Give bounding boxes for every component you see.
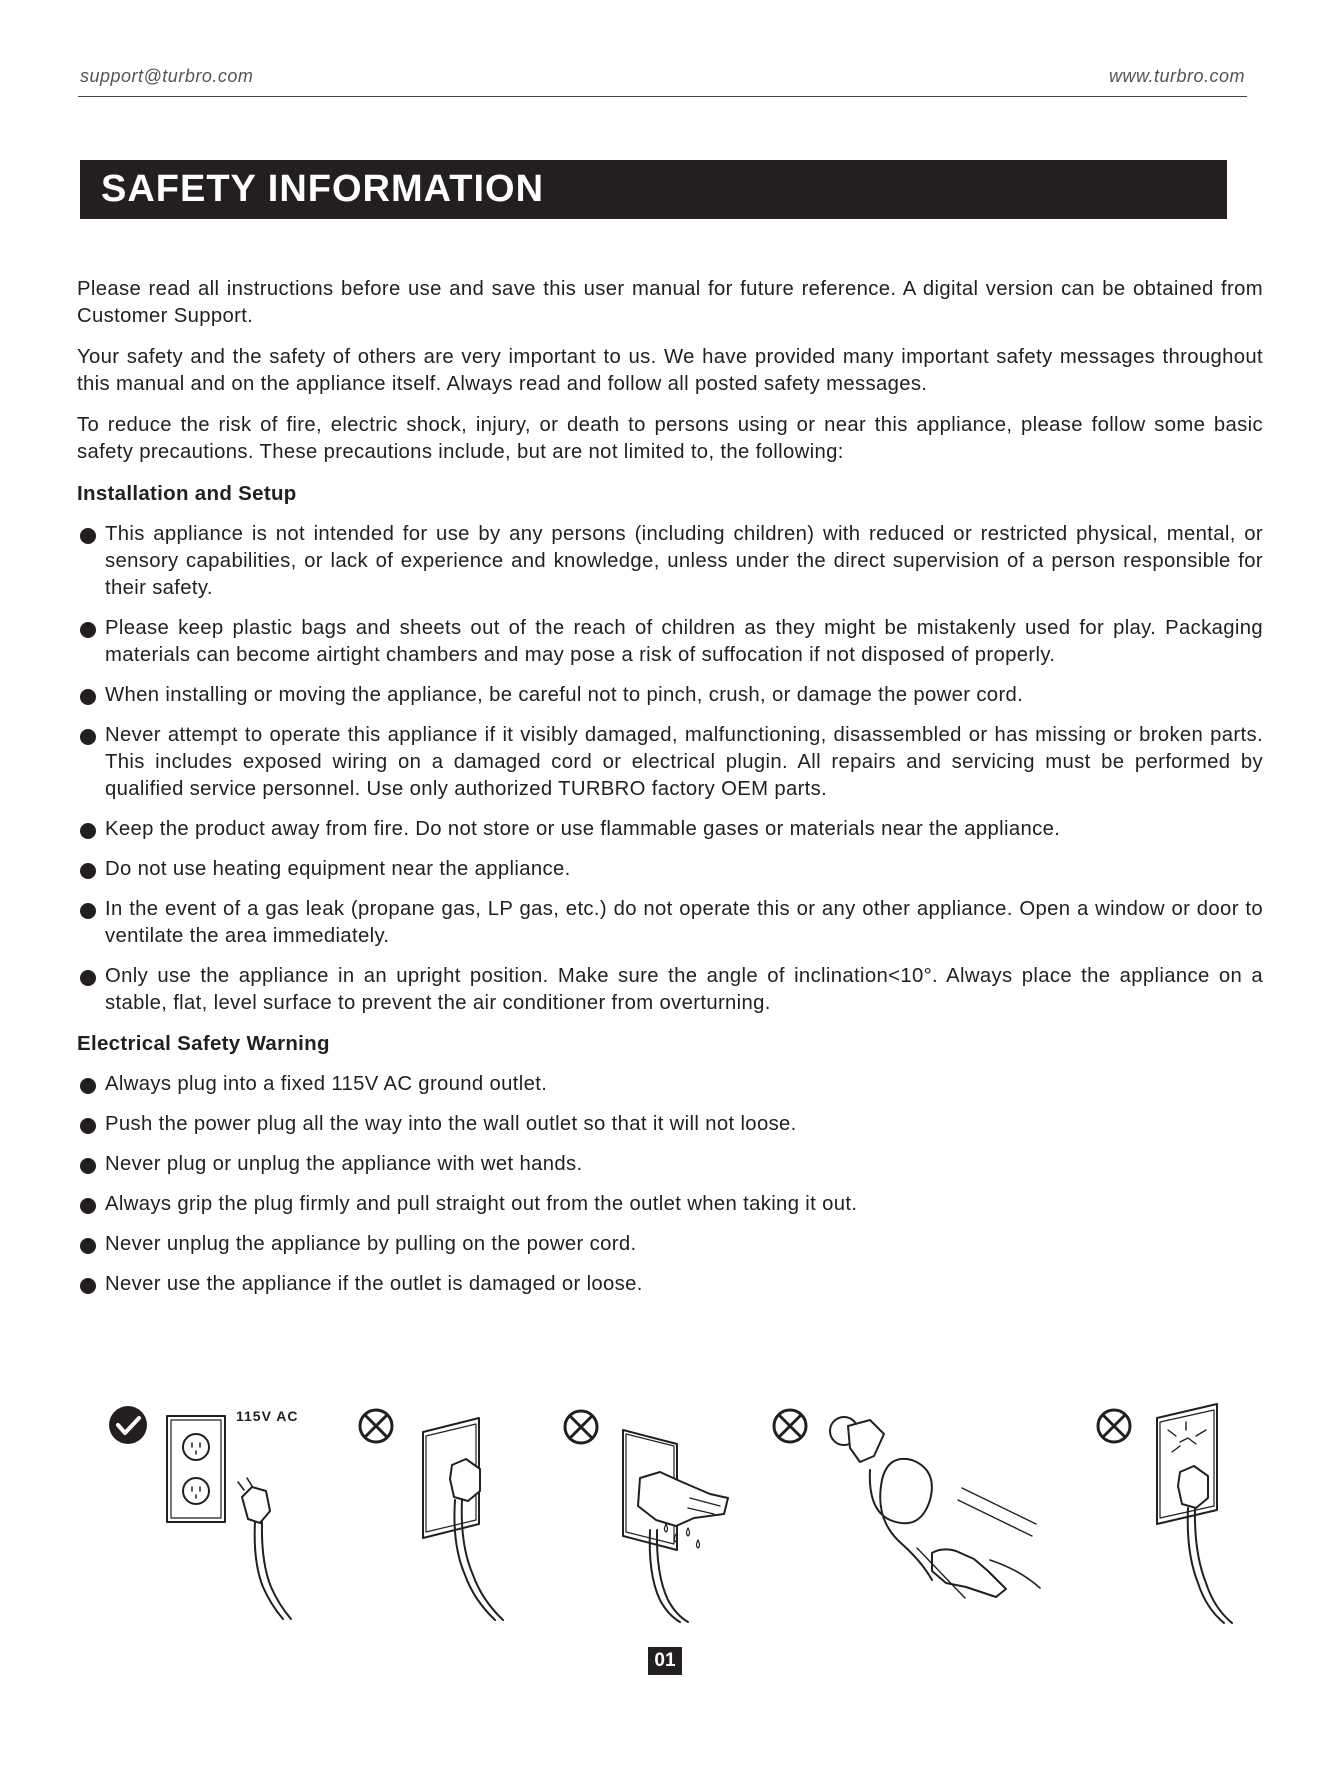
list-item xyxy=(77,615,1263,669)
list-item-text: In the event of a gas leak (propane gas, LP gas, etc.) do not operate this or any other appliance. Open a window or door to ventilate the area immediately. xyxy=(105,898,1263,947)
list-item-text: Only use the appliance in an upright position. Make sure the angle of inclination<10°. Always place the appliance on a stable, flat, level surface to prevent the air conditioner from overturning. xyxy=(105,965,1263,1014)
list-item xyxy=(77,1111,1263,1138)
installation-list xyxy=(77,521,1263,1017)
list-item xyxy=(77,1151,1263,1178)
list-item xyxy=(77,1071,1263,1098)
check-icon xyxy=(109,1406,147,1444)
prohibited-icon xyxy=(360,1410,392,1442)
section-heading-installation: Installation and Setup xyxy=(77,482,297,505)
bullet-icon xyxy=(80,729,96,745)
bullet-icon xyxy=(80,622,96,638)
list-item-text: Never attempt to operate this appliance if it visibly damaged, malfunctioning, disassembled or has missing or broken parts. This includes exposed wiring on a damaged cord or electrical plugin. All repairs and servicing must be performed by qualified service personnel. Use only authorized TURBRO factory OEM parts. xyxy=(105,724,1263,800)
prohibited-icon xyxy=(565,1411,597,1443)
list-item xyxy=(77,896,1263,950)
page-header xyxy=(78,62,1247,97)
bullet-icon xyxy=(80,823,96,839)
damaged-outlet-illustration xyxy=(1098,1404,1232,1623)
correct-outlet-illustration xyxy=(109,1406,291,1619)
list-item-text: Never use the appliance if the outlet is damaged or loose. xyxy=(105,1273,643,1295)
list-item-text: Please keep plastic bags and sheets out of the reach of children as they might be mistakenly used for play. Packaging materials can become airtight chambers and may pose a risk of suffocation if not disposed of properly. xyxy=(105,617,1263,666)
list-item xyxy=(77,682,1263,709)
bullet-icon xyxy=(80,903,96,919)
bullet-icon xyxy=(80,970,96,986)
website-link[interactable]: www.turbro.com xyxy=(1108,66,1245,86)
wet-hands-illustration xyxy=(565,1411,728,1622)
list-item-text: Always plug into a fixed 115V AC ground outlet. xyxy=(105,1073,548,1095)
bullet-icon xyxy=(80,689,96,705)
list-item xyxy=(77,856,1263,883)
bullet-icon xyxy=(80,528,96,544)
electrical-list xyxy=(77,1071,1263,1298)
intro-paragraph: To reduce the risk of fire, electric shock, injury, or death to persons using or near this appliance, please follow some basic safety precautions. These precautions include, but are not limited to, the following: xyxy=(77,414,1263,463)
outlet-voltage-label: 115V AC xyxy=(236,1408,299,1424)
bullet-icon xyxy=(80,1078,96,1094)
list-item-text: Push the power plug all the way into the wall outlet so that it will not loose. xyxy=(105,1113,797,1135)
list-item-text: This appliance is not intended for use by any persons (including children) with reduced or restricted physical, mental, or sensory capabilities, or lack of experience and knowledge, unless under the direct supervision of a person responsible for their safety. xyxy=(105,523,1263,599)
outlet-usage-illustrations xyxy=(0,1395,1324,1625)
list-item xyxy=(77,1191,1263,1218)
list-item-text: Never unplug the appliance by pulling on the power cord. xyxy=(105,1233,637,1255)
pulling-cord-illustration xyxy=(774,1410,1040,1598)
list-item xyxy=(77,963,1263,1017)
prohibited-icon xyxy=(1098,1410,1130,1442)
list-item-text: Keep the product away from fire. Do not store or use flammable gases or materials near the appliance. xyxy=(105,818,1061,840)
list-item xyxy=(77,722,1263,803)
list-item xyxy=(77,1271,1263,1298)
section-heading-electrical: Electrical Safety Warning xyxy=(77,1032,330,1055)
bullet-icon xyxy=(80,1238,96,1254)
safety-content xyxy=(77,276,1263,1311)
bullet-icon xyxy=(80,863,96,879)
prohibited-icon xyxy=(774,1410,806,1442)
list-item-text: Never plug or unplug the appliance with wet hands. xyxy=(105,1153,583,1175)
bullet-icon xyxy=(80,1198,96,1214)
section-title-banner: SAFETY INFORMATION xyxy=(80,160,1227,219)
list-item xyxy=(77,521,1263,602)
bullet-icon xyxy=(80,1278,96,1294)
bullet-icon xyxy=(80,1158,96,1174)
loose-plug-illustration xyxy=(360,1410,503,1620)
intro-paragraph: Please read all instructions before use and save this user manual for future reference. A digital version can be obtained from Customer Support. xyxy=(77,278,1263,327)
list-item-text: Do not use heating equipment near the appliance. xyxy=(105,858,571,880)
list-item-text: When installing or moving the appliance, be careful not to pinch, crush, or damage the power cord. xyxy=(105,684,1024,706)
page-number: 01 xyxy=(648,1647,682,1675)
list-item xyxy=(77,1231,1263,1258)
list-item-text: Always grip the plug firmly and pull straight out from the outlet when taking it out. xyxy=(105,1193,858,1215)
bullet-icon xyxy=(80,1118,96,1134)
support-email[interactable]: support@turbro.com xyxy=(80,66,254,86)
intro-paragraph: Your safety and the safety of others are very important to us. We have provided many important safety messages throughout this manual and on the appliance itself. Always read and follow all posted safety messages. xyxy=(77,346,1263,395)
list-item xyxy=(77,816,1263,843)
